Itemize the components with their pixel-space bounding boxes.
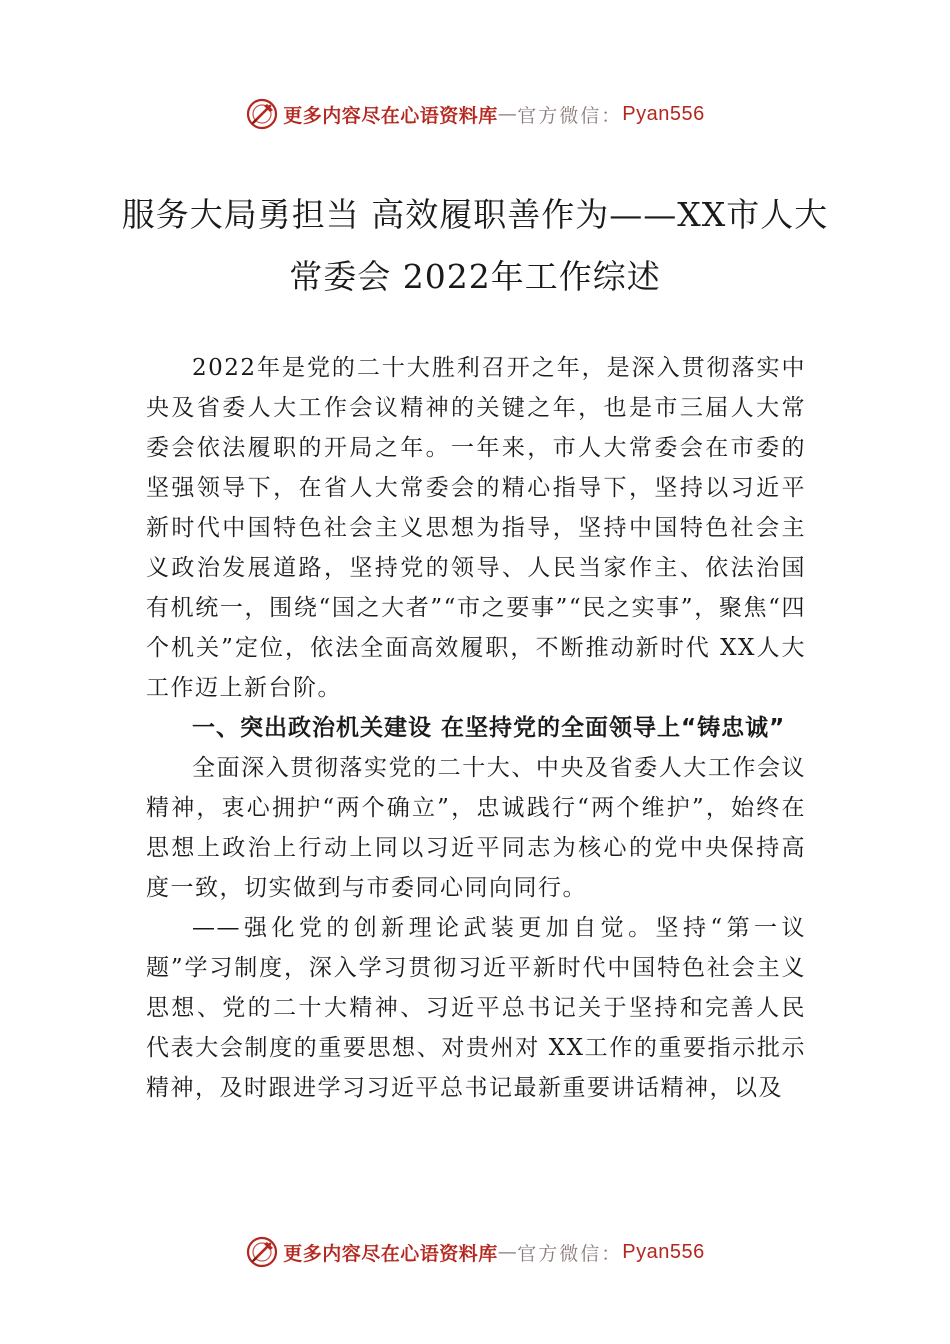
intro-paragraph: 2022年是党的二十大胜利召开之年，是深入贯彻落实中央及省委人大工作会议精神的关键之年，也是市三届人大常委会依法履职的开局之年。一年来，市人大常委会在市委的坚强领导下，在省人大常委会的精心指导下，坚持以习近平新时代中国特色社会主义思想为指导，坚持中国特色社会主义政治发展道路，坚持党的领导、人民当家作主、依法治国有机统一，围绕“国之大者”“市之要事”“民之实事”，聚焦“四个机关”定位，依法全面高效履职，不断推动新时代 XX人大工作迈上新台阶。 [146, 355, 806, 701]
watermark-separator: — [497, 103, 518, 125]
brand-logo-icon [245, 97, 279, 131]
watermark-wechat-label: 官方微信： [517, 1242, 623, 1265]
section-1-heading: 一、突出政治机关建设 在坚持党的全面领导上“铸忠诚” [192, 715, 786, 741]
brand-logo-icon [245, 1235, 279, 1269]
footer-watermark [0, 1232, 950, 1272]
document-body [146, 348, 806, 1108]
watermark-wechat-id: Pyan556 [622, 102, 705, 125]
section-1-paragraph-2: ——强化党的创新理论武装更加自觉。坚持“第一议题”学习制度，深入学习贯彻习近平新时代中国特色社会主义思想、党的二十大精神、习近平总书记关于坚持和完善人民代表大会制度的重要思想、对贵州对 XX工作的重要指示批示精神，及时跟进学习习近平总书记最新重要讲话精神，以及 [146, 915, 806, 1101]
document-title: 服务大局勇担当 高效履职善作为——XX市人大常委会 2022年工作综述 [121, 195, 829, 296]
header-watermark [0, 94, 950, 134]
watermark-separator: — [497, 1241, 518, 1263]
watermark-wechat-label: 官方微信： [517, 104, 623, 127]
watermark-brand-text: 更多内容尽在心语资料库 [283, 1242, 498, 1265]
watermark-brand-text: 更多内容尽在心语资料库 [283, 104, 498, 127]
section-1-paragraph-1: 全面深入贯彻落实党的二十大、中央及省委人大工作会议精神，衷心拥护“两个确立”，忠诚践行“两个维护”，始终在思想上政治上行动上同以习近平同志为核心的党中央保持高度一致，切实做到与市委同心同向同行。 [146, 755, 806, 901]
watermark-wechat-id: Pyan556 [622, 1240, 705, 1263]
